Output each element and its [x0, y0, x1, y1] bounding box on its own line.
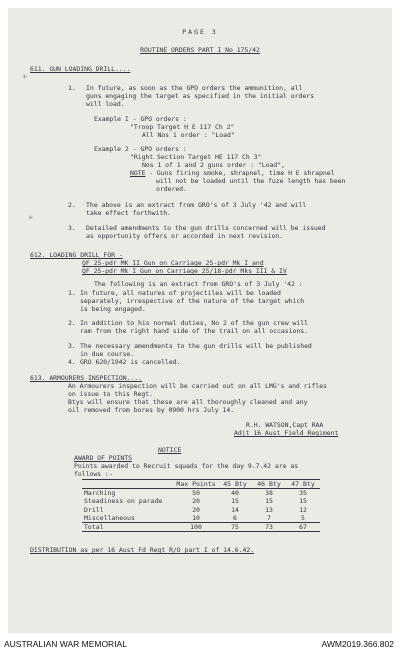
paragraph-line: GRO 620/1942 is cancelled. — [80, 358, 181, 366]
note-label: NOTE — [130, 169, 146, 177]
notice-intro: Points awarded to Recruit squads for the day 9.7.42 are as — [74, 462, 299, 470]
table-row — [82, 514, 320, 523]
paragraph-line: In addition to his normal duties, No 2 of the gun crew will — [80, 319, 308, 327]
column-header: 47 Bty — [286, 480, 320, 489]
paragraph-line: The above is an extract from GRO's of 3 July '42 and will — [86, 201, 307, 209]
column-header — [82, 480, 174, 489]
extract-intro: The following is an extract from GRO's of 3 July '42 : — [94, 280, 303, 288]
typed-order — [8, 8, 392, 633]
paragraph-line: is being engaged. — [80, 305, 146, 313]
table-row — [82, 506, 320, 514]
paragraph-line: separately, irrespective of the nature of the target which — [80, 297, 305, 305]
item-number: 2. — [68, 201, 76, 209]
margin-mark: * — [28, 215, 34, 225]
cell: 35 — [299, 489, 307, 498]
paragraph-line: guns engaging the target as specified in the initial orders — [86, 92, 314, 100]
orders-title: ROUTINE ORDERS PART I No 175/42 — [140, 46, 260, 54]
archive-footer — [0, 633, 400, 653]
note-line: will not be loaded until the fuze length has been — [156, 177, 346, 185]
example-line: Example 2 - GPO orders : — [94, 145, 187, 153]
cell: 38 — [265, 489, 273, 498]
section-613-heading: 613. ARMOURERS INSPECTION.... — [30, 374, 143, 382]
row-label: Total — [82, 522, 174, 531]
example-line: Example I - GPO orders : — [94, 115, 187, 123]
example-line: All Nos 1 order : "Load" — [142, 131, 235, 139]
column-header: 45 Bty — [218, 480, 252, 489]
example-line: Nos 1 of 1 and 2 guns order : "Load", — [142, 161, 285, 169]
column-header: 46 Bty — [252, 480, 286, 489]
cell: 20 — [192, 497, 200, 506]
cell: 15 — [231, 497, 239, 506]
cell: 100 — [174, 522, 218, 531]
column-header: Max Points — [174, 480, 218, 489]
cell: 40 — [231, 489, 239, 498]
paragraph-line: The necessary amendments to the gun drills will be published — [80, 342, 312, 350]
paragraph-line: In future, all natures of projectiles will be loaded — [80, 289, 281, 297]
paragraph-line: ram from the right hand side of the trail on all occasions. — [80, 327, 308, 335]
equipment-line: QF 25-pdr Mk I Gun on Carriage 25/18-pdr Mks III & IV — [82, 267, 287, 275]
paragraph-line: in due course. — [80, 350, 135, 358]
cell: 6 — [233, 513, 237, 522]
cell: 75 — [218, 522, 252, 531]
item-number: 3. — [68, 342, 76, 350]
paragraph-line: as opportunity offers or accorded in next revision. — [86, 232, 284, 240]
cell: 73 — [252, 522, 286, 531]
note-line: - Guns firing smoke, shrapnel, time H E shrapnel — [149, 169, 335, 177]
table-row — [82, 489, 320, 498]
example-line: "Right Section Target HE 117 Ch 3" — [130, 153, 262, 161]
row-label: Marching — [84, 489, 116, 498]
notice-intro: follows :- — [74, 470, 113, 478]
document-page — [8, 8, 392, 633]
section-612-heading: 612. LOADING DRILL FOR - — [30, 251, 123, 259]
item-number: 1. — [68, 289, 76, 297]
table-row — [82, 497, 320, 505]
example-line: "Troop Target H E 117 Ch 2" — [130, 123, 235, 131]
equipment-line: QF 25-pdr MK II Gun on Carriage 25-pdr Mk I and — [82, 259, 264, 267]
points-table — [82, 479, 320, 532]
cell: 67 — [286, 522, 320, 531]
points-table-header — [82, 480, 320, 489]
cell: 50 — [192, 489, 200, 498]
item-number: 1. — [68, 84, 76, 92]
cell: 15 — [265, 497, 273, 506]
row-label: Steadiness on parade — [84, 497, 163, 506]
paragraph-line: oil removed from bores by 0900 hrs July 14. — [68, 406, 235, 414]
paragraph-line: In future, as soon as the GPO orders the ammunition, all — [86, 84, 303, 92]
total-row — [82, 522, 320, 531]
cell: 12 — [299, 505, 307, 514]
cell: 5 — [301, 513, 305, 522]
section-611-heading: 611. GUN LOADING DRILL.... — [30, 65, 131, 73]
paragraph-line: An Armourers inspection will be carried out on all LMG's and rifles — [68, 382, 327, 390]
row-label: Drill — [84, 505, 104, 514]
paragraph-line: on issue to this Regt. — [68, 390, 153, 398]
cell: 15 — [299, 497, 307, 506]
notice-heading: NOTICE — [158, 446, 182, 454]
cell: 14 — [231, 505, 239, 514]
margin-mark: * — [22, 74, 28, 84]
row-label: Miscellaneous — [84, 513, 135, 522]
item-number: 3. — [68, 224, 76, 232]
page-header: PAGE 3 — [182, 28, 218, 36]
signature-name: R.H. WATSON,Capt RAA — [246, 421, 324, 429]
cell: 10 — [192, 513, 200, 522]
item-number: 2. — [68, 319, 76, 327]
cell: 7 — [267, 513, 271, 522]
cell: 20 — [192, 505, 200, 514]
cell: 13 — [265, 505, 273, 514]
notice-subheading: AWARD OF POINTS — [74, 454, 132, 462]
footer-source: AUSTRALIAN WAR MEMORIAL — [4, 639, 127, 649]
item-number: 4. — [68, 358, 76, 366]
footer-accession: AWM2019.366.802 — [321, 639, 394, 649]
distribution-line: DISTRIBUTION as per 16 Aust Fd Regt R/O part I of 14.6.42. — [30, 546, 255, 554]
paragraph-line: will load. — [86, 100, 125, 108]
note-line: ordered. — [156, 185, 187, 193]
signature-title: Adjt 16 Aust Field Regiment — [234, 429, 339, 437]
paragraph-line: Detailed amendments to the gun drills concerned will be issued — [86, 224, 326, 232]
paragraph-line: Btys will ensure that these are all thoroughly cleaned and any — [68, 398, 308, 406]
paragraph-line: take effect forthwith. — [86, 209, 171, 217]
